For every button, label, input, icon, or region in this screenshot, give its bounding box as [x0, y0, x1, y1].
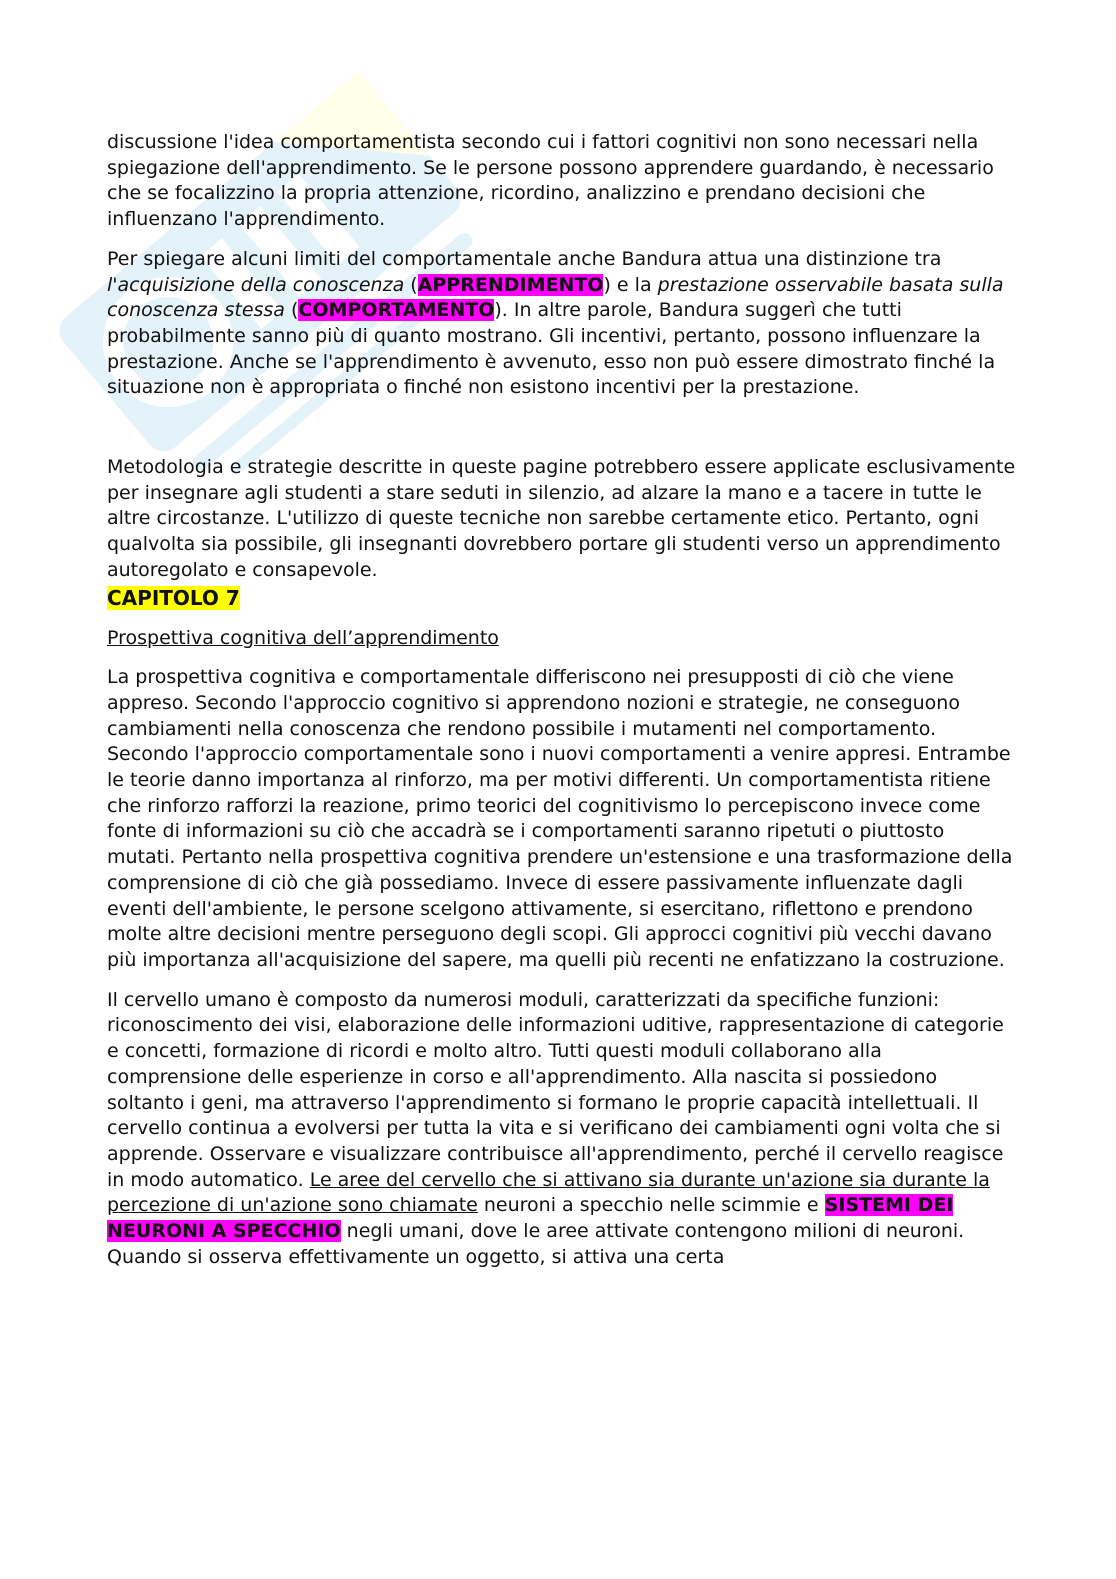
paragraph-5	[107, 988, 1017, 1271]
highlight-apprendimento: APPRENDIMENTO	[417, 273, 604, 296]
italic-acquisizione: l'acquisizione della conoscenza	[107, 273, 405, 296]
paragraph-3: Metodologia e strategie descritte in queste pagine potrebbero essere applicate esclusivamente per insegnare agli studenti a stare seduti in silenzio, ad alzare la mano e a tacere in tutte le altre circostanze. L'utilizzo di queste tecniche non sarebbe certamente etico. Pertanto, ogni qualvolta sia possibile, gli insegnanti dovrebbero portare gli studenti verso un apprendimento autoregolato e consapevole.	[107, 456, 1016, 581]
chapter-heading	[107, 584, 1017, 612]
highlight-comportamento: COMPORTAMENTO	[298, 299, 495, 322]
section-subtitle: Prospettiva cognitiva dell’apprendimento	[107, 626, 499, 649]
paragraph-5-text-a: Il cervello umano è composto da numerosi moduli, caratterizzati da specifiche funzioni: riconoscimento dei visi, elaborazione delle informazioni uditive, rappresentazione di categorie e concetti, formazione di ricordi e molto altro. Tutti questi moduli collaborano alla comprensione delle esperienze in corso e all'apprendimento. Alla nascita si possiedono soltanto i geni, ma attraverso l'apprendimento si formano le proprie capacità intellettuali. Il cervello continua a evolversi per tutta la vita e si verificano dei cambiamenti ogni volta che si apprende. Osservare e visualizzare contribuisce all'apprendimento, perché il cervello reagisce in modo automatico.	[107, 988, 1004, 1191]
paragraph-4: La prospettiva cognitiva e comportamentale differiscono nei presupposti di ciò che viene appreso. Secondo l'approccio cognitivo si apprendono nozioni e strategie, ne conseguono cambiamenti nella conoscenza che rendono possibile i mutamenti nel comportamento. Secondo l'approccio comportamentale sono i nuovi comportamenti a venire appresi. Entrambe le teorie danno importanza al rinforzo, ma per motivi differenti. Un comportamentista ritiene che rinforzo rafforzi la reazione, primo teorici del cognitivismo lo percepiscono invece come fonte di informazioni su ciò che accadrà se i comportamenti saranno ripetuti o piuttosto mutati. Pertanto nella prospettiva cognitiva prendere un'estensione e una trasformazione della comprensione di ciò che già possediamo. Invece di essere passivamente influenzate dagli eventi dell'ambiente, le persone scelgono attivamente, si esercitano, riflettono e prendono molte altre decisioni mentre perseguono degli scopi. Gli approcci cognitivi più vecchi davano più importanza all'acquisizione del sapere, ma quelli più recenti ne enfatizzano la costruzione.	[107, 666, 1013, 971]
paragraph-5-text-c: negli umani, dove le aree attivate contengono milioni di neuroni. Quando si osserva effettivamente un oggetto, si attiva una certa	[107, 1220, 965, 1268]
paragraph-2-text-d: (	[284, 299, 299, 322]
paragraph-5-text-b: neuroni a specchio nelle scimmie e	[477, 1194, 825, 1217]
highlight-sistemi-neuroni-specchio: SISTEMI DEI NEURONI A SPECCHIO	[107, 1194, 954, 1243]
paragraph-2	[107, 247, 1017, 401]
italic-prestazione: prestazione osservabile basata sulla conoscenza stessa	[107, 273, 1004, 322]
document-page	[107, 130, 1017, 1270]
paragraph-2-text-a: Per spiegare alcuni limiti del comportamentale anche Bandura attua una distinzione tra	[107, 247, 942, 270]
chapter-title: CAPITOLO 7	[107, 585, 240, 610]
paragraph-1: discussione l'idea comportamentista secondo cui i fattori cognitivi non sono necessari nella spiegazione dell'apprendimento. Se le persone possono apprendere guardando, è necessario che se focalizzino la propria attenzione, ricordino, analizzino e prendano decisioni che influenzano l'apprendimento.	[107, 131, 994, 231]
underlined-definition: Le aree del cervello che si attivano sia durante un'azione sia durante la percezione di un'azione sono chiamate	[107, 1168, 990, 1217]
paragraph-2-text-b: (	[404, 273, 418, 296]
paragraph-2-text-e: ). In altre parole, Bandura suggerì che tutti probabilmente sanno più di quanto mostrano. Gli incentivi, pertanto, possono influenzare la prestazione. Anche se l'apprendimento è avvenuto, esso non può essere dimostrato finché la situazione non è appropriata o finché non esistono incentivi per la prestazione.	[107, 299, 996, 399]
paragraph-2-text-c: ) e la	[603, 273, 658, 296]
